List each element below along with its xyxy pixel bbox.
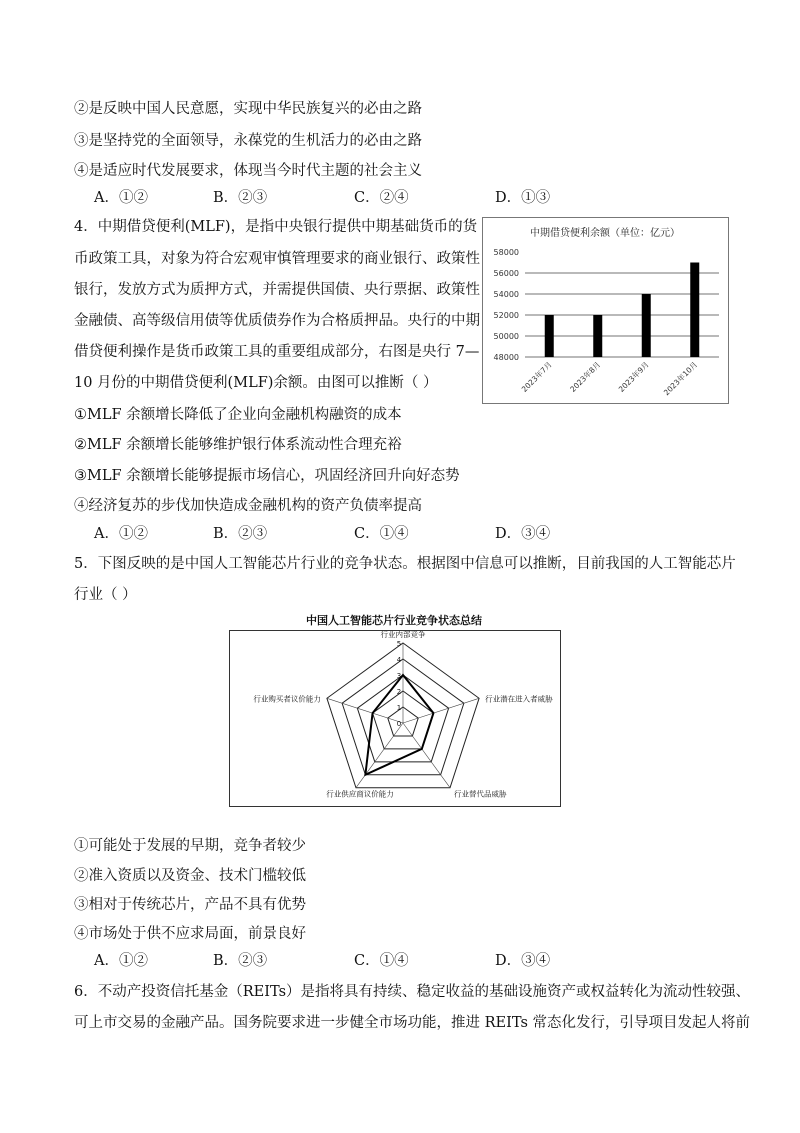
q3-option-d: D．①③ — [495, 190, 551, 206]
q5-option-d: D．③④ — [495, 953, 551, 969]
q5-statement-3: ③相对于传统芯片，产品不具有优势 — [74, 897, 306, 913]
q3-option-c: C．②④ — [354, 190, 409, 206]
bar — [690, 263, 699, 358]
x-tick-label: 2023年7月 — [519, 360, 554, 394]
y-tick-label: 54000 — [493, 290, 519, 299]
q6-stem-line-1: 6．不动产投资信托基金（REITs）是指将具有持续、稳定收益的基础设施资产或权益转化为流动性较强、 — [74, 984, 751, 1000]
q6-stem-line-2: 可上市交易的金融产品。国务院要求进一步健全市场功能，推进 REITs 常态化发行，引导项目发起人将前 — [74, 1015, 751, 1031]
q4-stem-line-2: 币政策工具，对象为符合宏观审慎管理要求的商业银行、政策性 — [74, 251, 480, 267]
y-tick-label: 48000 — [493, 353, 519, 362]
q4-stem-line-6: 10 月份的中期借贷便利(MLF)余额。由图可以推断（ ） — [74, 375, 438, 391]
radar-spoke — [356, 723, 403, 788]
y-tick-label: 52000 — [493, 311, 519, 320]
radar-scale-label: 4 — [396, 656, 402, 664]
radar-spoke — [403, 698, 479, 723]
q4-statement-2: ②MLF 余额增长能够维护银行体系流动性合理充裕 — [74, 437, 402, 453]
q5-statement-1: ①可能处于发展的早期，竞争者较少 — [74, 838, 306, 854]
q3-option-a: A．①② — [94, 190, 148, 206]
radar-axis-label: 行业内部竞争 — [380, 631, 426, 639]
q4-stem-line-5: 借贷便利操作是货币政策工具的重要组成部分，右图是央行 7— — [74, 344, 480, 360]
radar-scale-label: 0 — [396, 720, 402, 728]
mlf-bar-chart — [482, 217, 729, 404]
q4-statement-3: ③MLF 余额增长能够提振市场信心，巩固经济回升向好态势 — [74, 468, 460, 484]
radar-axis-label: 行业供应商议价能力 — [326, 789, 394, 799]
q4-statement-4: ④经济复苏的步伐加快造成金融机构的资产负债率提高 — [74, 498, 422, 514]
radar-axis-label: 行业购买者议价能力 — [253, 694, 321, 704]
q4-option-b: B．②③ — [213, 526, 268, 542]
q5-option-b: B．②③ — [213, 953, 268, 969]
q5-statement-4: ④市场处于供不应求局面，前景良好 — [74, 926, 306, 942]
q3-statement-4: ④是适应时代发展要求，体现当今时代主题的社会主义 — [74, 163, 422, 179]
radar-scale-label: 5 — [396, 640, 402, 648]
q5-statement-2: ②准入资质以及资金、技术门槛较低 — [74, 868, 306, 884]
radar-spoke — [327, 698, 403, 723]
y-tick-label: 50000 — [493, 332, 519, 341]
q4-stem-line-4: 金融债、高等级信用债等优质债券作为合格质押品。央行的中期 — [74, 313, 480, 329]
q4-statement-1: ①MLF 余额增长降低了企业向金融机构融资的成本 — [74, 407, 402, 423]
q3-statement-3: ③是坚持党的全面领导，永葆党的生机活力的必由之路 — [74, 133, 422, 149]
bar-chart-title: 中期借贷便利余额（单位：亿元） — [530, 228, 680, 239]
q3-statement-2: ②是反映中国人民意愿，实现中华民族复兴的必由之路 — [74, 101, 422, 117]
q4-option-c: C．①④ — [354, 526, 409, 542]
q4-option-d: D．③④ — [495, 526, 551, 542]
bar — [642, 294, 651, 357]
radar-chart-svg — [230, 631, 560, 806]
x-tick-label: 2023年8月 — [568, 360, 603, 394]
q4-stem-line-3: 银行，发放方式为质押方式，并需提供国债、央行票据、政策性 — [74, 282, 480, 298]
q5-option-c: C．①④ — [354, 953, 409, 969]
bar — [545, 315, 554, 357]
radar-axis-label: 行业替代品威胁 — [454, 789, 507, 799]
mlf-bar-chart-svg — [483, 218, 728, 403]
q5-stem-line-1: 5．下图反映的是中国人工智能芯片行业的竞争状态。根据图中信息可以推断，目前我国的人工智能芯片 — [74, 556, 736, 572]
radar-axis-label: 行业潜在进入者威胁 — [485, 694, 553, 704]
x-tick-label: 2023年10月 — [661, 360, 700, 398]
competition-radar-chart — [229, 630, 561, 807]
x-tick-label: 2023年9月 — [616, 360, 651, 394]
radar-chart-title: 中国人工智能芯片行业竞争状态总结 — [306, 614, 482, 627]
q5-option-a: A．①② — [94, 953, 148, 969]
q3-option-b: B．②③ — [213, 190, 268, 206]
radar-scale-label: 1 — [396, 704, 402, 712]
radar-scale-label: 3 — [396, 672, 402, 680]
y-tick-label: 56000 — [493, 269, 519, 278]
q4-option-a: A．①② — [94, 526, 148, 542]
y-tick-label: 58000 — [493, 248, 519, 257]
q5-stem-line-2: 行业（ ） — [74, 587, 137, 603]
bar — [593, 315, 602, 357]
radar-scale-label: 2 — [396, 688, 402, 696]
q4-stem-line-1: 4．中期借贷便利(MLF)，是指中央银行提供中期基础货币的货 — [74, 219, 478, 235]
